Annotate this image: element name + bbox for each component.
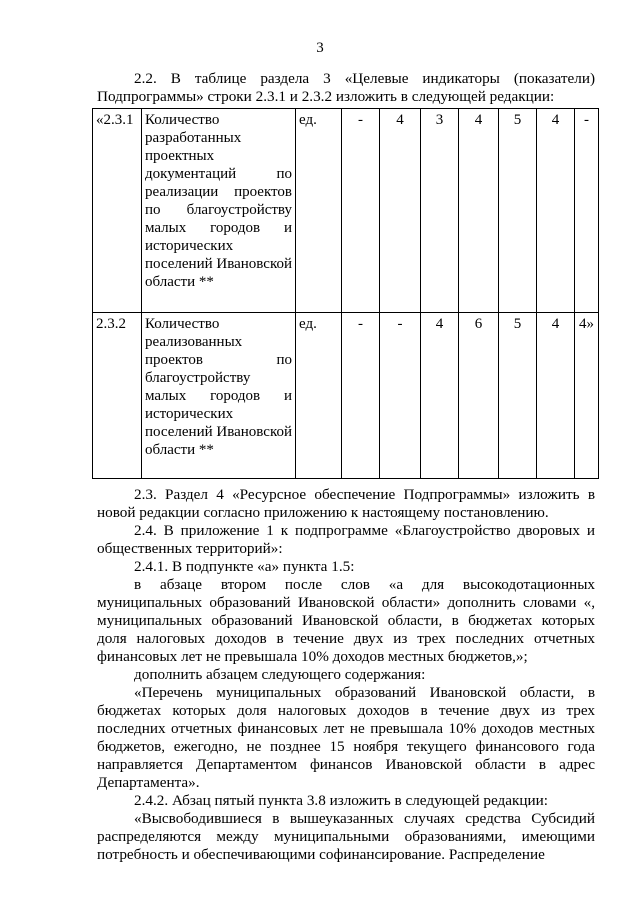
paragraph-2-4-1-a: в абзаце втором после слов «а для высокодотационных муниципальных образований Ивановской области» дополнить словами «, муниципальных образований Ивановской области, в бюджетах которых доля налоговых доходов в течение двух из трех последних отчетных финансовых лет не превышала 10% доходов местных бюджетов,»; bbox=[97, 576, 595, 665]
table-row bbox=[93, 109, 599, 313]
paragraph-2-2: 2.2. В таблице раздела 3 «Целевые индикаторы (показатели) Подпрограммы» строки 2.3.1 и 2.3.2 изложить в следующей редакции: bbox=[97, 70, 595, 105]
value-cell: 4 bbox=[380, 109, 421, 313]
paragraph-2-4-1-b: дополнить абзацем следующего содержания: bbox=[134, 666, 426, 683]
paragraph-2-4-2: 2.4.2. Абзац пятый пункта 3.8 изложить в следующей редакции: bbox=[134, 792, 548, 809]
paragraph-2-3: 2.3. Раздел 4 «Ресурсное обеспечение Подпрограммы» изложить в новой редакции согласно приложению к настоящему постановлению. bbox=[97, 486, 595, 521]
paragraph-2-4: 2.4. В приложение 1 к подпрограмме «Благоустройство дворовых и общественных территорий»: bbox=[97, 522, 595, 557]
value-cell: 4» bbox=[575, 313, 599, 479]
table-row bbox=[93, 313, 599, 479]
value-cell: 4 bbox=[459, 109, 499, 313]
paragraph-2-4-2-a: «Высвободившиеся в вышеуказанных случаях средства Субсидий распределяются между муниципальными образованиями, имеющими потребность и обеспечивающими софинансирование. Распределение bbox=[97, 810, 595, 863]
page-number: 3 bbox=[316, 40, 324, 56]
value-cell: 5 bbox=[499, 109, 537, 313]
value-cell: 4 bbox=[537, 313, 575, 479]
value-cell: 4 bbox=[421, 313, 459, 479]
value-cell: 6 bbox=[459, 313, 499, 479]
unit-cell: ед. bbox=[296, 313, 342, 479]
value-cell: 3 bbox=[421, 109, 459, 313]
row-number: «2.3.1 bbox=[93, 109, 142, 313]
unit-cell: ед. bbox=[296, 109, 342, 313]
value-cell: - bbox=[575, 109, 599, 313]
paragraph-2-4-1: 2.4.1. В подпункте «а» пункта 1.5: bbox=[134, 558, 355, 575]
row-number: 2.3.2 bbox=[93, 313, 142, 479]
indicator-name: Количество разработанных проектных документаций по реализации проектов по благоустройству малых городов и исторических поселений Ивановской области ** bbox=[142, 109, 296, 313]
paragraph-2-4-1-c: «Перечень муниципальных образований Ивановской области, в бюджетах которых доля налоговых доходов в течение двух из трех последних отчетных финансовых лет не превышала 10% доходов местных бюджетов, ежегодно, не позднее 15 ноября текущего финансового года направляется Департаментом финансов Ивановской области в адрес Департамента». bbox=[97, 684, 595, 791]
value-cell: 5 bbox=[499, 313, 537, 479]
value-cell: - bbox=[342, 313, 380, 479]
value-cell: 4 bbox=[537, 109, 575, 313]
indicators-table bbox=[92, 108, 599, 479]
value-cell: - bbox=[342, 109, 380, 313]
indicator-name: Количество реализованных проектов по благоустройству малых городов и исторических поселений Ивановской области ** bbox=[142, 313, 296, 479]
value-cell: - bbox=[380, 313, 421, 479]
